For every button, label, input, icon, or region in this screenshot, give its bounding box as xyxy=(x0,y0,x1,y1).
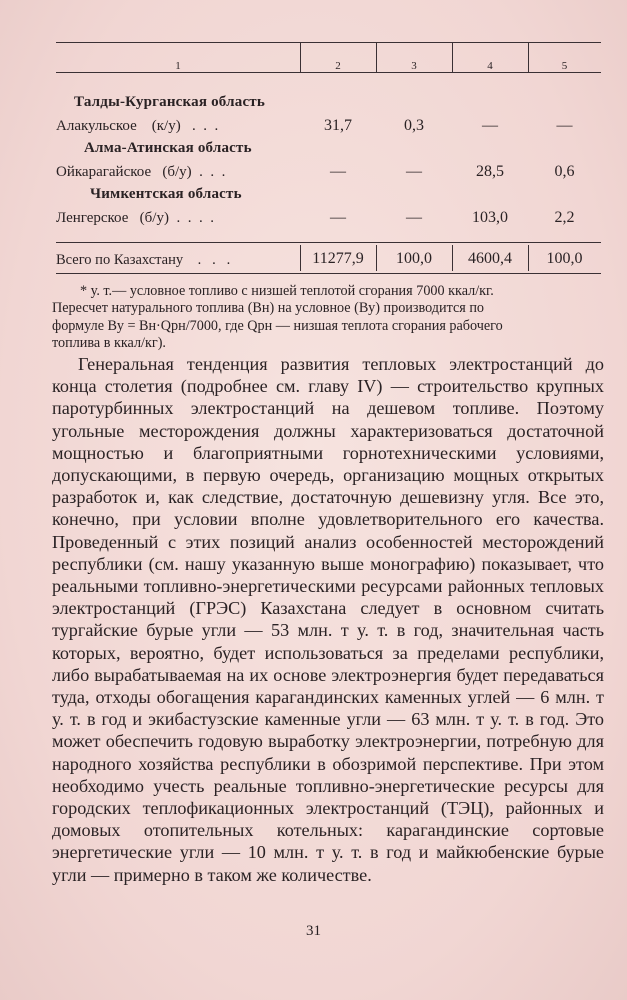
table-cell: — xyxy=(556,117,573,134)
table-cell: 0,3 xyxy=(404,117,424,134)
table-bottom-rule xyxy=(56,273,601,274)
total-cell: 4600,4 xyxy=(468,250,512,267)
footnote-line: Пересчет натурального топлива (Вн) на условное (Ву) производится по xyxy=(52,300,485,317)
header-col-2: 2 xyxy=(335,60,341,72)
table-cell: 31,7 xyxy=(324,117,352,134)
header-rule xyxy=(56,72,601,73)
footnote-line: * у. т.— условное топливо с низшей теплотой сгорания 7000 ккал/кг. xyxy=(80,283,494,299)
header-col-1: 1 xyxy=(175,60,181,72)
table-cell: 28,5 xyxy=(476,163,504,180)
header-col-3: 3 xyxy=(411,60,417,72)
footnote-line: формуле Ву = Вн·Qрн/7000, где Qрн — низшая теплота сгорания рабочего xyxy=(52,317,503,334)
table-row-name: Алакульское (к/у) . . . xyxy=(56,118,219,134)
header-col-4: 4 xyxy=(487,60,493,72)
table-cell: 2,2 xyxy=(554,209,575,226)
table-row-name: Ойкарагайское (б/у) . . . xyxy=(56,164,226,180)
table-row-name: Ленгерское (б/у) . . . . xyxy=(56,210,214,226)
total-cell: 100,0 xyxy=(396,250,432,267)
region-heading: Чимкентская область xyxy=(90,186,242,202)
table-cell: — xyxy=(330,209,346,226)
body-text xyxy=(52,353,604,886)
footnote xyxy=(52,283,604,353)
total-cell: 100,0 xyxy=(546,250,583,267)
table-cell: — xyxy=(406,209,422,226)
table-cell: — xyxy=(330,163,346,180)
body-paragraph: Генеральная тенденция развития тепловых электростанций до конца столетия (подробнее см. главу IV) — строительство крупных паротурбинных электростанций на дешевом топливе. Поэтому угольные месторождения должны характеризоваться достаточной мощностью и благоприятными горнотехническими условиями, допускающими, в первую очередь, организацию мощных открытых разработок и, как следствие, достаточную дешевизну угля. Все это, конечно, при условии вполне удовлетворительного его качества. Проведенный с этих позиций анализ особенностей месторождений республики (см. нашу указанную выше монографию) показывает, что реальными топливно-энергетическими ресурсами районных тепловых электростанций (ГРЭС) Казахстана следует в основном считать тургайские бурые угли — 53 млн. т у. т. в год, значительная часть которых, вероятно, будет использоваться за пределами республики, либо вырабатываемая на их основе электроэнергия будет передаваться туда, отходы обогащения карагандинских каменных углей — 6 млн. т у. т. в год и экибастузские каменные угли — 63 млн. т у. т. в год. Это может обеспечить годовую выработку электроэнергии, потребную для народного хозяйства республики в обозримой перспективе. При этом необходимо учесть реальные топливно-энергетические ресурсы для городских теплофикационных электростанций (ТЭЦ), районных и домовых отопительных котельных: карагандинские сортовые энергетические угли — 10 млн. т у. т. в год и майкюбенские бурые угли — примерно в таком же количестве. xyxy=(52,354,604,885)
table-cell: 0,6 xyxy=(554,163,575,180)
total-row-name: Всего по Казахстану . . . xyxy=(56,252,231,268)
table-cell: — xyxy=(406,163,422,180)
page-number: 31 xyxy=(306,923,321,939)
total-rule xyxy=(56,242,601,243)
region-heading: Алма-Атинская область xyxy=(84,140,252,156)
table-top-rule xyxy=(56,42,601,43)
table-cell: — xyxy=(482,117,498,134)
table-cell: 103,0 xyxy=(472,209,508,226)
footnote-line: топлива в ккал/кг). xyxy=(52,335,166,352)
region-heading: Талды-Курганская область xyxy=(74,94,266,110)
total-cell: 11277,9 xyxy=(312,250,364,267)
header-col-5: 5 xyxy=(561,60,568,72)
